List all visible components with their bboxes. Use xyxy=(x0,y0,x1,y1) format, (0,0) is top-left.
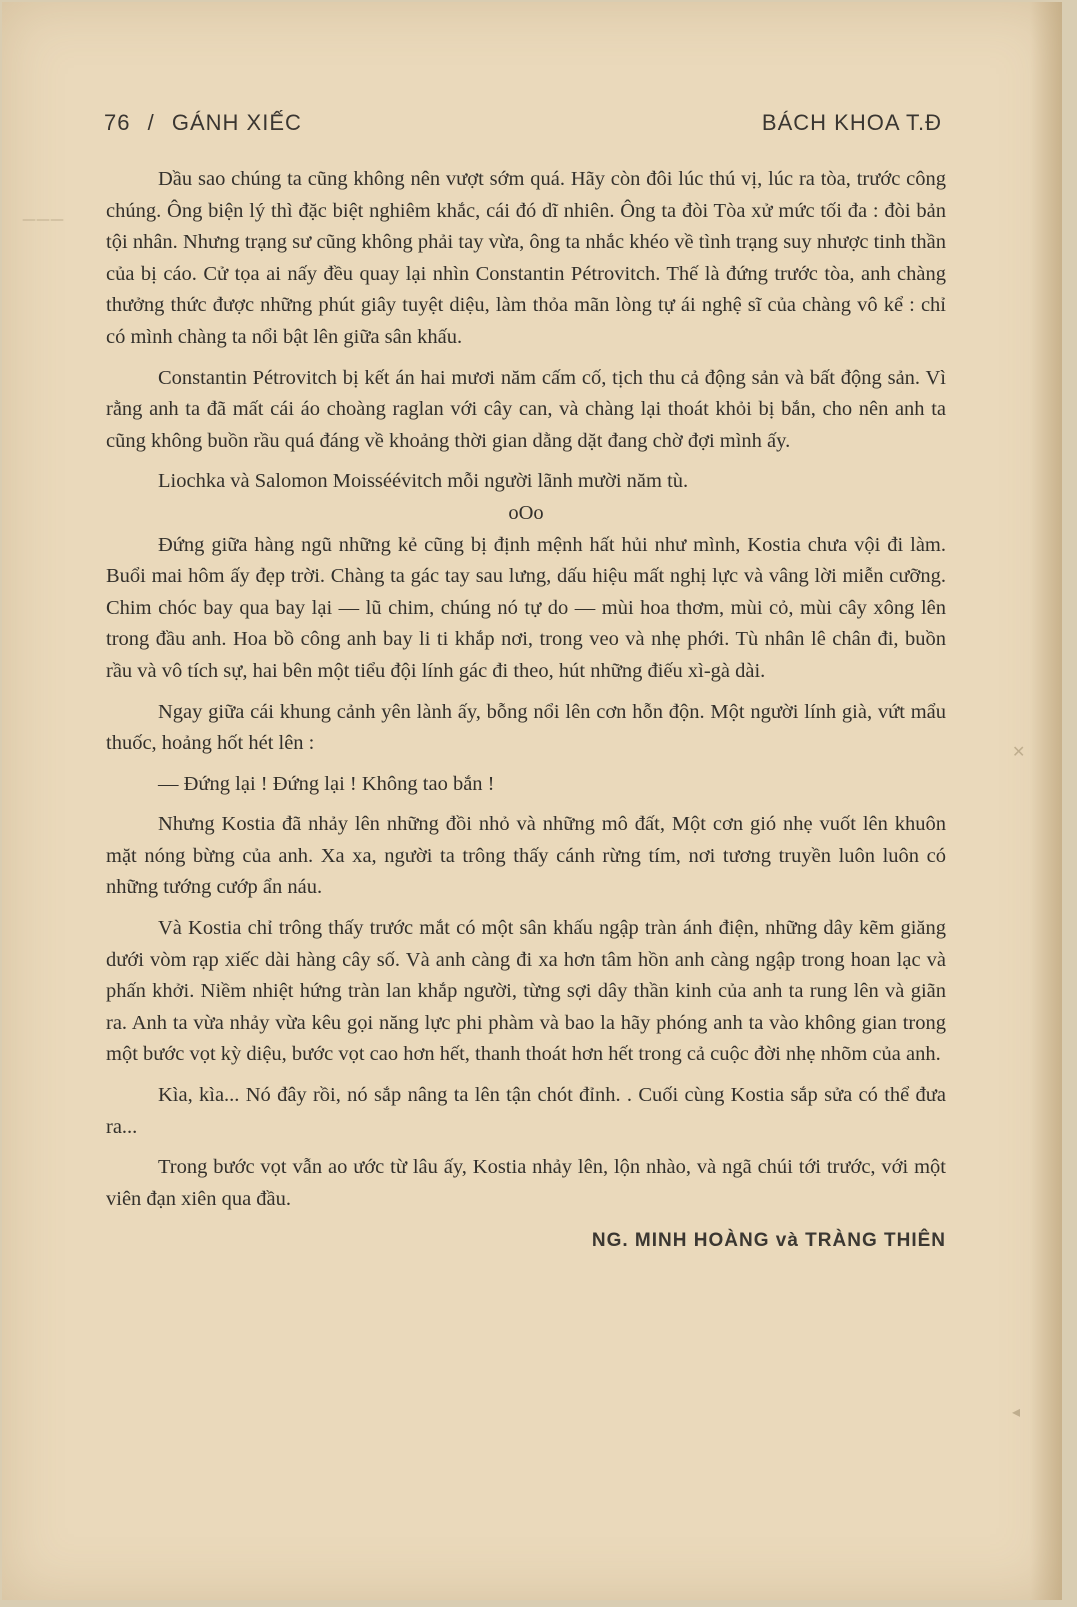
article-body xyxy=(106,164,946,1257)
header-left xyxy=(104,110,312,136)
paragraph: Trong bước vọt vẫn ao ước từ lâu ấy, Kostia nhảy lên, lộn nhào, và ngã chúi tới trước, với một viên đạn xiên qua đầu. xyxy=(106,1156,946,1210)
section-title: GÁNH XIẾC xyxy=(171,110,302,135)
paragraph: Dầu sao chúng ta cũng không nên vượt sớm quá. Hãy còn đôi lúc thú vị, lúc ra tòa, trước công chúng. Ông biện lý thì đặc biệt nghiêm khắc, cái đó dĩ nhiên. Ông ta đòi Tòa xử mức tối đa : đòi bản tội nhân. Nhưng trạng sư cũng không phải tay vừa, ông ta nhắc khéo về tình trạng suy nhược tinh thần của bị cáo. Cử tọa ai nấy đều quay lại nhìn Constantin Pétrovitch. Thế là đứng trước tòa, anh chàng thưởng thức được những phút giây tuyệt diệu, làm thỏa mãn lòng tự ái nghệ sĩ của chàng vô kể : chỉ có mình chàng ta nổi bật lên giữa sân khấu. xyxy=(106,168,946,348)
header-divider: / xyxy=(147,110,155,135)
margin-mark: ◂ xyxy=(1012,1402,1021,1421)
magazine-page xyxy=(2,2,1062,1600)
paragraph: — Đứng lại ! Đứng lại ! Không tao bắn ! xyxy=(158,772,495,795)
margin-mark: ✕ xyxy=(1012,742,1026,761)
page-header xyxy=(104,110,942,136)
author-signature: NG. MINH HOÀNG và TRÀNG THIÊN xyxy=(591,1230,946,1252)
paragraph: Và Kostia chỉ trông thấy trước mắt có một sân khấu ngập tràn ánh điện, những dây kẽm giăng dưới vòm rạp xiếc dài hàng cây số. Và anh càng đi xa hơn tâm hồn anh càng ngập trong hoan lạc và phấn khởi. Niềm nhiệt hứng tràn lan khắp người, từng sợi dây thần kinh của anh ta rung lên và giãn ra. Anh ta vừa nhảy vừa kêu gọi năng lực phi phàm và bao la hãy phóng anh ta vào không gian trong một bước vọt kỳ diệu, bước vọt cao hơn hết, thanh thoát hơn hết trong cả cuộc đời nhẹ nhõm của anh. xyxy=(106,917,946,1066)
paragraph: Ngay giữa cái khung cảnh yên lành ấy, bỗng nổi lên cơn hỗn độn. Một người lính già, vứt mẩu thuốc, hoảng hốt hét lên : xyxy=(106,700,946,755)
paragraph: Đứng giữa hàng ngũ những kẻ cũng bị định mệnh hất hủi như mình, Kostia chưa vội đi làm. Buổi mai hôm ấy đẹp trời. Chàng ta gác tay sau lưng, dấu hiệu mất nghị lực và vâng lời miễn cưỡng. Chim chóc bay qua bay lại — lũ chim, chúng nó tự do — mùi hoa thơm, mùi cỏ, mùi cây xông lên trong đầu anh. Hoa bồ công anh bay li ti khắp nơi, trong veo và nhẹ phới. Tù nhân lê chân đi, buồn rầu và vô tích sự, hai bên một tiểu đội lính gác đi theo, hút những điếu xì-gà dài. xyxy=(106,533,946,682)
paragraph: Kìa, kìa... Nó đây rồi, nó sắp nâng ta lên tận chót đỉnh. . Cuối cùng Kostia sắp sửa có thể đưa ra... xyxy=(106,1084,946,1138)
paragraph: Nhưng Kostia đã nhảy lên những đồi nhỏ và những mô đất, Một cơn gió nhẹ vuốt lên khuôn mặt nóng bừng của anh. Xa xa, người ta trông thấy cánh rừng tím, nơi tương truyền luôn luôn có những tướng cướp ẩn náu. xyxy=(106,813,946,899)
paragraph: Liochka và Salomon Moisséévitch mỗi người lãnh mười năm tù. xyxy=(158,470,689,493)
paragraph: Constantin Pétrovitch bị kết án hai mươi năm cấm cố, tịch thu cả động sản và bất động sản. Vì rằng anh ta đã mất cái áo choàng raglan với cây can, và chàng lại thoát khỏi bị bắn, cho nên anh ta cũng không buồn rầu quá đáng về khoảng thời gian dằng dặt đang chờ đợi mình ấy. xyxy=(106,366,946,452)
page-number: 76 xyxy=(104,110,131,135)
page-edge-shadow xyxy=(1030,2,1062,1600)
margin-mark: ——— xyxy=(22,212,64,228)
publication-title: BÁCH KHOA T.Đ xyxy=(761,110,942,135)
section-separator: oOo xyxy=(508,501,544,524)
